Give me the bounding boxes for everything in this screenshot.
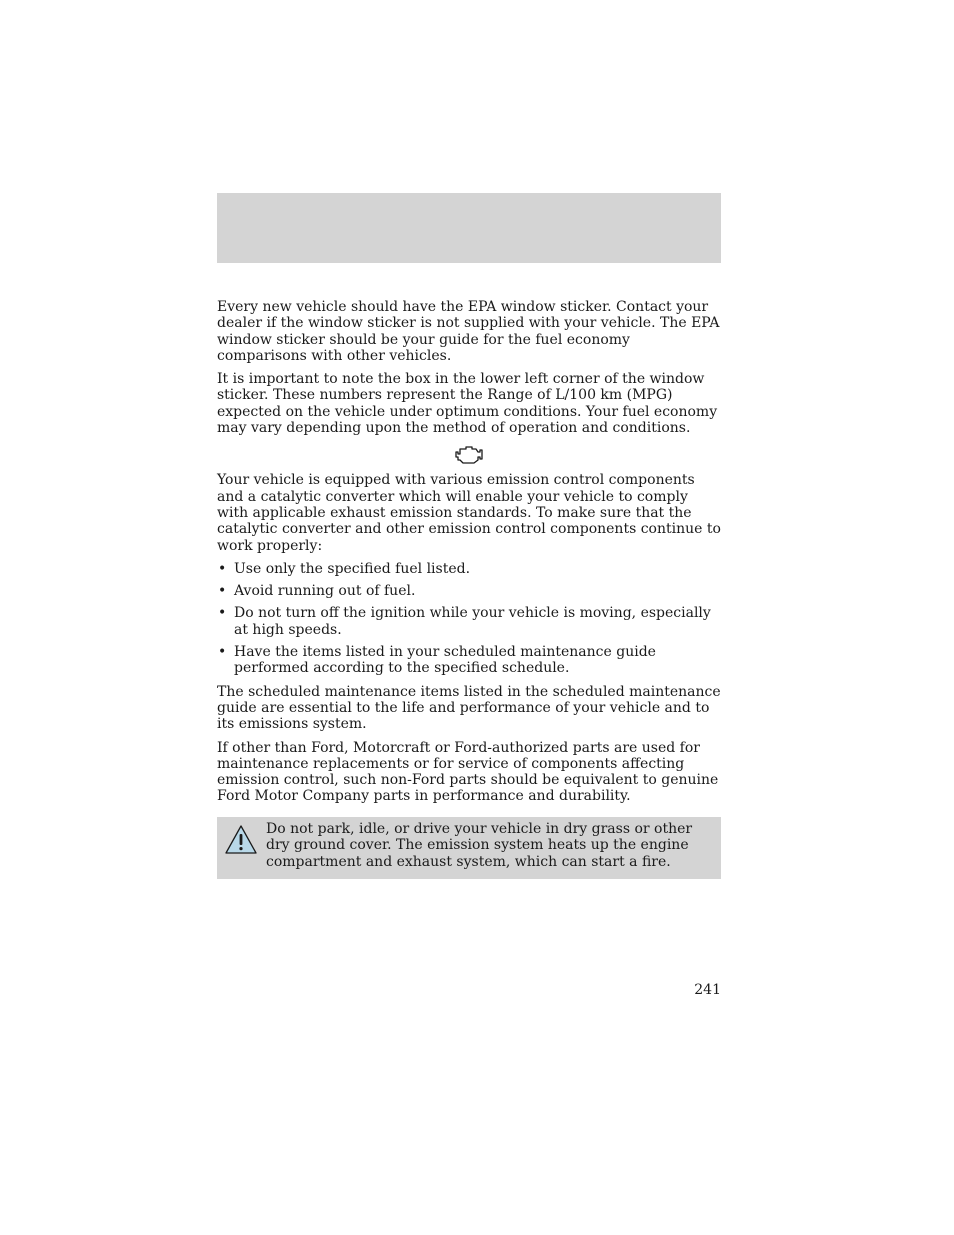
page-content [217, 299, 721, 812]
warning-text: Do not park, idle, or drive your vehicle in dry grass or other dry ground cover. The emission system heats up the engine compartment and exhaust system, which can start a fire. [266, 821, 693, 870]
bullet-dot: • [218, 644, 227, 661]
paragraph-non-ford-parts: If other than Ford, Motorcraft or Ford-authorized parts are used for maintenance replacements or for service of components affecting emission control, such non-Ford parts should be equivalent to genuine Ford Motor Company parts in performance and durability. [217, 739, 719, 805]
page-number: 241 [694, 982, 721, 998]
bullet-dot: • [218, 605, 227, 622]
engine-icon-container [217, 444, 721, 466]
list-item: • Avoid running out of fuel. [218, 583, 416, 600]
paragraph-epa-sticker: Every new vehicle should have the EPA window sticker. Contact your dealer if the window sticker is not supplied with your vehicle. The EPA window sticker should be your guide for the fuel economy comparisons with other vehicles. [217, 299, 720, 364]
list-item: • Use only the specified fuel listed. [218, 560, 471, 577]
list-item: • Do not turn off the ignition while your vehicle is moving, especially at high speeds. [218, 605, 711, 638]
section-header-band [217, 193, 721, 263]
engine-icon [454, 444, 484, 464]
paragraph-maintenance-essential: The scheduled maintenance items listed in the scheduled maintenance guide are essential to the life and performance of your vehicle and to its emissions system. [217, 683, 721, 733]
emission-bullet-list [217, 561, 721, 677]
warning-triangle-icon [224, 824, 258, 856]
bullet-dot: • [218, 583, 227, 600]
paragraph-emission-intro: Your vehicle is equipped with various emission control components and a catalytic converter which will enable your vehicle to comply with applicable exhaust emission standards. To make sure that the catalytic converter and other emission control components continue to work properly: [217, 472, 721, 554]
paragraph-window-sticker-box: It is important to note the box in the lower left corner of the window sticker. These numbers represent the Range of L/100 km (MPG) expected on the vehicle under optimum conditions. Your fuel economy may vary depending upon the method of operation and conditions. [217, 371, 718, 437]
list-item: • Have the items listed in your scheduled maintenance guide performed according to the specified schedule. [218, 644, 656, 677]
bullet-dot: • [218, 560, 227, 577]
warning-box [217, 817, 721, 879]
